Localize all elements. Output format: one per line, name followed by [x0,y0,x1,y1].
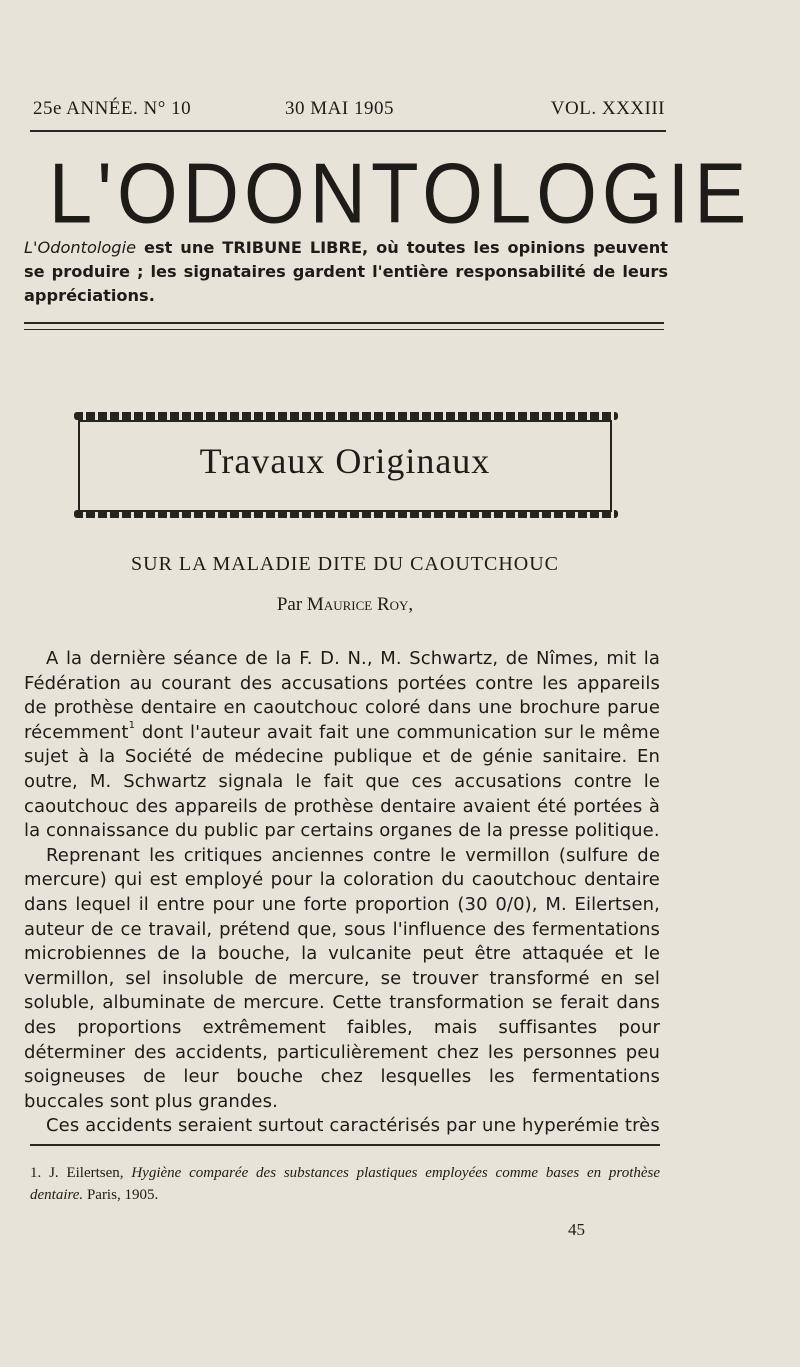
paragraph-1-text-b: dont l'auteur avait fait une communication sur le même sujet à la Société de médecine publique et de génie sanitaire. En outre, M. Schwartz signala le fait que ces accusations contre le caoutchouc des appareils de prothèse dentaire avaient été portées à la connaissance du public par certains organes de la presse politique. [24,721,660,842]
byline-prefix: Par [276,594,307,615]
volume-number: VOL. XXXIII [550,98,665,119]
footnote-title: Hygiène comparée des substances plastiques employées comme bases en prothèse dentaire. [30,1165,661,1203]
paragraph-3: Ces accidents seraient surtout caractérisés par une hyperémie très [46,1115,660,1137]
footnote-rule [30,1144,660,1146]
article-title: SUR LA MALADIE DITE DU CAOUTCHOUC [131,553,559,575]
footnote-number: 1. [30,1165,50,1181]
paragraph-1-text-a: A la dernière séance de la F. D. N., M. Schwartz, de Nîmes, mit la Fédération au courant des accusations portées contre les appareils de prothèse dentaire en caoutchouc coloré dans une brochure parue récemment [24,648,660,743]
issue-number: 25e ANNÉE. N° 10 [33,98,192,119]
double-rule-top [24,322,664,324]
footnote [30,1162,660,1206]
header-rule [30,130,666,132]
double-rule-bottom [24,329,664,330]
disclaimer-text: est une TRIBUNE LIBRE, où toutes les opinions peuvent se produire ; les signataires gardent l'entière responsabilité de leurs appréciations. [24,238,668,305]
paragraph-2: Reprenant les critiques anciennes contre le vermillon (sulfure de mercure) qui est employé pour la coloration du caoutchouc dentaire dans lequel il entre pour une forte proportion (30 0/0), M. Eilertsen, auteur de ce travail, prétend que, sous l'influence des fermentations microbiennes de la bouche, la vulcanite peut être attaquée et le vermillon, sel insoluble de mercure, se trouver transformé en sel soluble, albuminate de mercure. Cette transformation se ferait dans des proportions extrêmement faibles, mais suffisantes pour déterminer des accidents, particulièrement chez les personnes peu soigneuses de leur bouche chez lesquelles les fermentations buccales sont plus grandes. [24,844,660,1112]
page-number: 45 [568,1220,585,1239]
ornament-border-bottom [74,510,618,518]
journal-name: L'Odontologie [24,238,137,257]
paragraph-1 [24,647,660,844]
ornament-border-top [74,412,618,420]
footnote-author: J. Eilertsen, [49,1165,132,1181]
author-name: Maurice Roy, [306,594,414,615]
footnote-ref: 1 [128,719,136,731]
journal-masthead: L'ODONTOLOGIE [48,144,752,242]
editorial-disclaimer [24,236,668,308]
issue-date: 30 MAI 1905 [285,98,394,119]
article-body [24,647,660,1139]
running-header [33,98,665,126]
section-heading: Travaux Originaux [199,441,491,481]
article-byline [0,594,690,616]
footnote-place-year: Paris, 1905. [83,1187,159,1203]
